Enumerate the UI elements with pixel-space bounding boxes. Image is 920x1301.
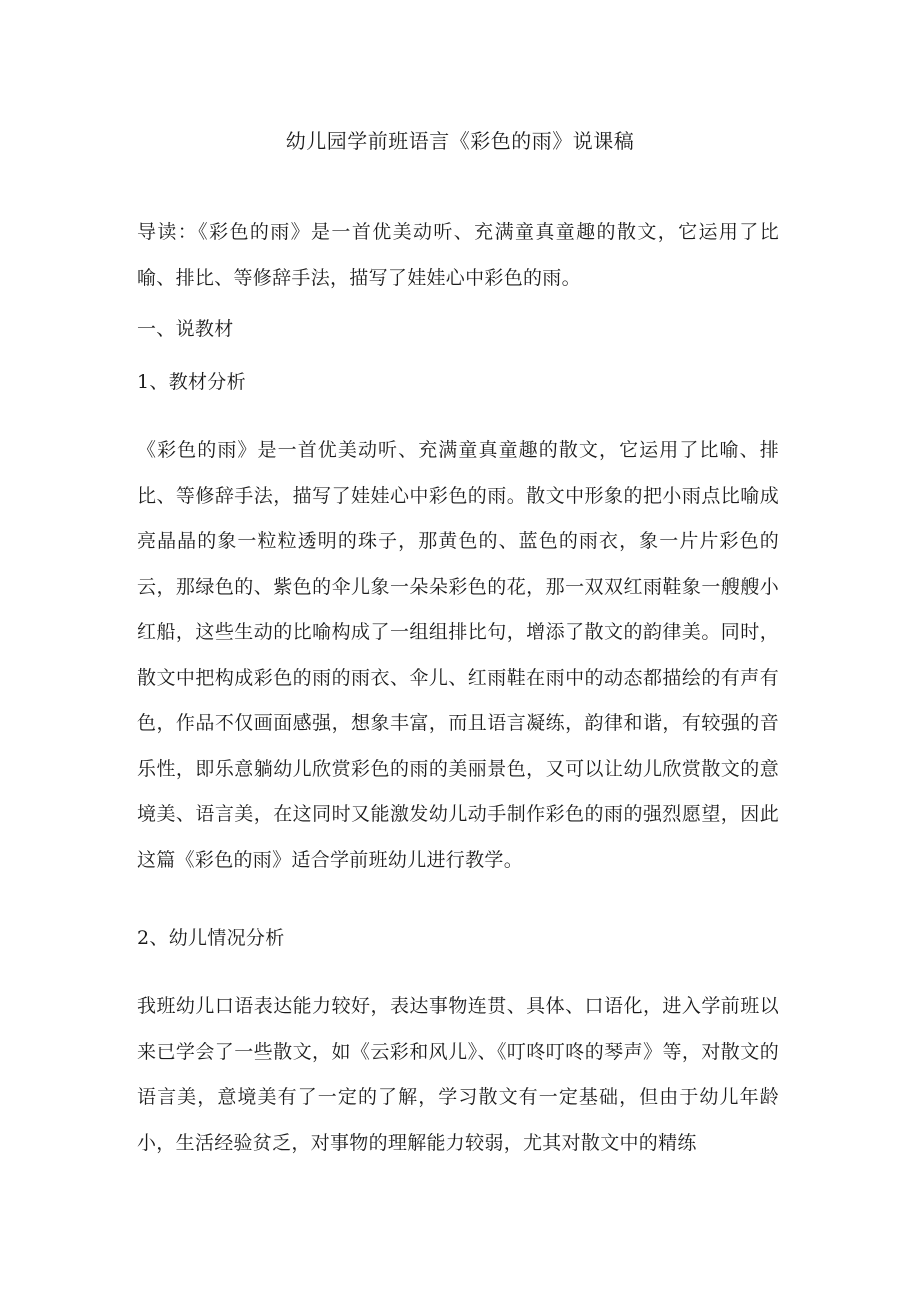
material-analysis-paragraph: 《彩色的雨》是一首优美动听、充满童真童趣的散文，它运用了比喻、排比、等修辞手法，描写了娃娃心中彩色的雨。散文中形象的把小雨点比喻成亮晶晶的象一粒粒透明的珠子，那黄色的、蓝色的雨衣，象一片片彩色的云，那绿色的、紫色的伞儿象一朵朵彩色的花，那一双双红雨鞋象一艘艘小红船，这些生动的比喻构成了一组组排比句，增添了散文的韵律美。同时，散文中把构成彩色的雨的雨衣、伞儿、红雨鞋在雨中的动态都描绘的有声有色，作品不仅画面感强，想象丰富，而且语言凝练，韵律和谐，有较强的音乐性，即乐意躺幼儿欣赏彩色的雨的美丽景色，又可以让幼儿欣赏散文的意境美、语言美，在这同时又能激发幼儿动手制作彩色的雨的强烈愿望，因此这篇《彩色的雨》适合学前班幼儿进行教学。: [137, 439, 779, 871]
subsection-heading-child-analysis: 2、幼儿情况分析: [137, 927, 285, 949]
intro-paragraph: 导读：《彩色的雨》是一首优美动听、充满童真童趣的散文，它运用了比喻、排比、等修辞手法，描写了娃娃心中彩色的雨。: [137, 221, 779, 289]
child-analysis-paragraph: 我班幼儿口语表达能力较好，表达事物连贯、具体、口语化，进入学前班以来已学会了一些散文，如《云彩和风儿》、《叮咚叮咚的琴声》等，对散文的语言美，意境美有了一定的了解，学习散文有一定基础，但由于幼儿年龄小，生活经验贫乏，对事物的理解能力较弱，尤其对散文中的精练: [137, 995, 779, 1154]
subsection-heading-material-analysis: 1、教材分析: [137, 371, 246, 393]
document-title: 幼儿园学前班语言《彩色的雨》说课稿: [285, 129, 635, 153]
section-heading-teaching-material: 一、说教材: [137, 318, 234, 340]
